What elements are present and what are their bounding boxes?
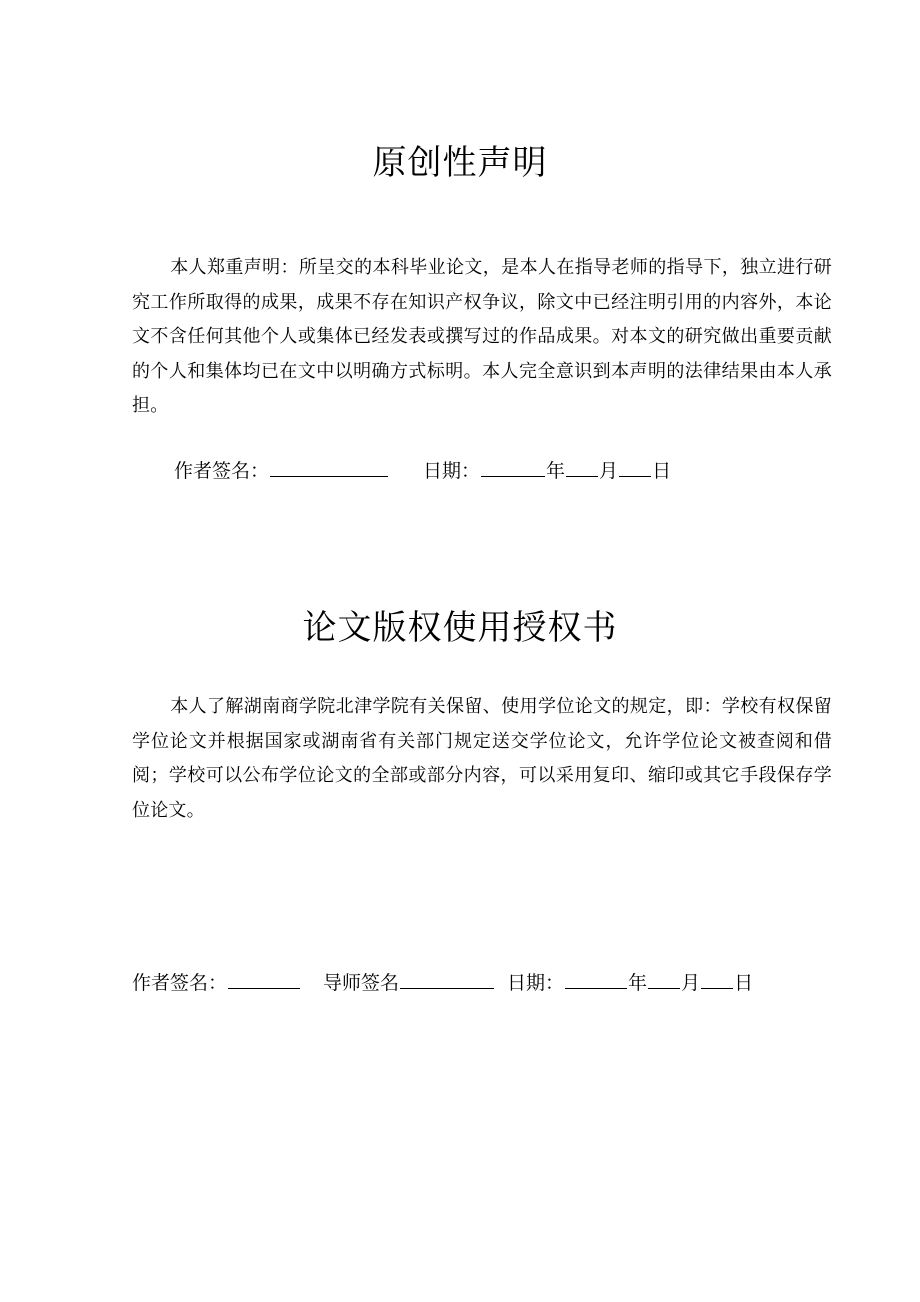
author-signature-label: 作者签名： (132, 972, 228, 994)
year-label: 年 (546, 460, 566, 482)
authorization-body: 本人了解湖南商学院北津学院有关保留、使用学位论文的规定，即：学校有权保留学位论文并根据国家或湖南省有关部门规定送交学位论文，允许学位论文被查阅和借阅；学校可以公布学位论文的全部或部分内容，可以采用复印、缩印或其它手段保存学位论文。 (132, 696, 832, 821)
date-label: 日期： (507, 972, 565, 994)
authorization-title: 论文版权使用授权书 (302, 608, 618, 648)
authorization-signature-line (132, 972, 753, 993)
declaration-body: 本人郑重声明：所呈交的本科毕业论文，是本人在指导老师的指导下，独立进行研究工作所取得的成果，成果不存在知识产权争议，除文中已经注明引用的内容外，本论文不含任何其他个人或集体已经发表或撰写过的作品成果。对本文的研究做出重要贡献的个人和集体均已在文中以明确方式标明。本人完全意识到本声明的法律结果由本人承担。 (132, 257, 832, 416)
day-label: 日 (734, 972, 754, 994)
declaration-signature-line (174, 460, 671, 481)
day-blank[interactable] (619, 460, 651, 477)
date-label: 日期： (423, 460, 481, 482)
month-label: 月 (599, 460, 619, 482)
author-signature-blank[interactable] (270, 460, 388, 477)
year-blank[interactable] (565, 972, 627, 989)
day-blank[interactable] (701, 972, 733, 989)
authorization-paragraph (132, 690, 832, 828)
advisor-signature-blank[interactable] (400, 972, 494, 989)
day-label: 日 (652, 460, 672, 482)
advisor-signature-label: 导师签名 (323, 972, 400, 994)
year-label: 年 (628, 972, 648, 994)
month-label: 月 (681, 972, 701, 994)
month-blank[interactable] (648, 972, 680, 989)
year-blank[interactable] (481, 460, 545, 477)
declaration-title: 原创性声明 (372, 143, 548, 183)
month-blank[interactable] (566, 460, 598, 477)
author-signature-label: 作者签名： (174, 460, 270, 482)
author-signature-blank[interactable] (228, 972, 300, 989)
declaration-paragraph (132, 251, 832, 424)
